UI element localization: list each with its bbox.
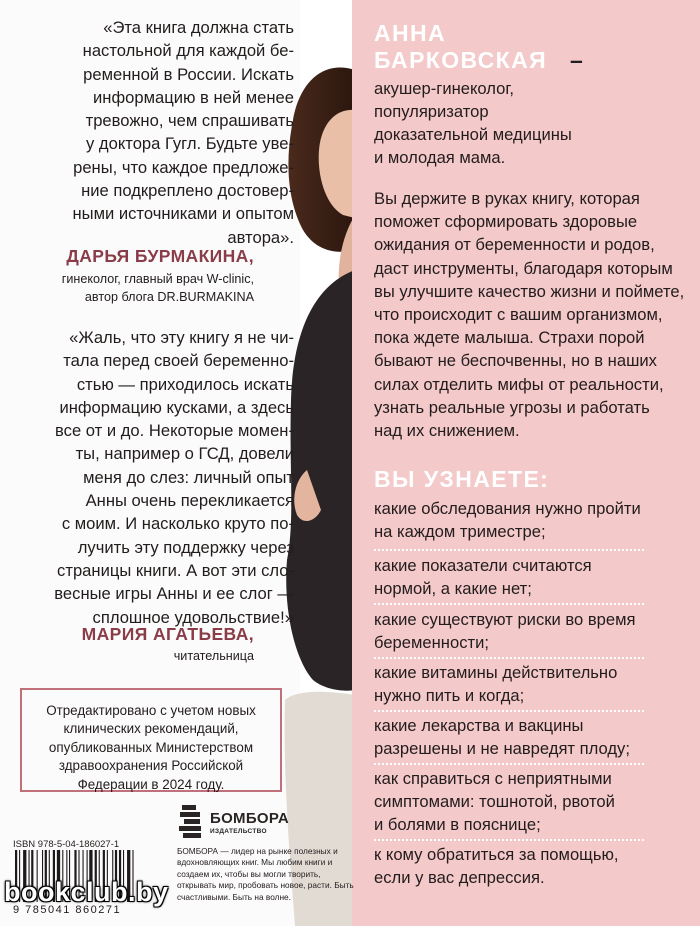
description-line: над их снижением. xyxy=(374,421,520,441)
learn-item-line: нормой, а какие нет; xyxy=(374,579,532,599)
learn-item-line: симптомами: тошнотой, рвотой xyxy=(374,792,615,812)
dotted-separator xyxy=(374,839,644,841)
author-first-name: АННА xyxy=(374,20,447,46)
description-line: поможет сформировать здоровые xyxy=(374,212,638,232)
quote-second-author: МАРИЯ АГАТЬЕВА, xyxy=(81,624,254,644)
quote-second-author-role xyxy=(174,647,254,665)
publisher-logo-icon xyxy=(178,803,208,839)
learn-item-line: на каждом триместре; xyxy=(374,522,546,542)
quote-line: информацию в ней менее xyxy=(93,87,294,107)
quote-first-author: ДАРЬЯ БУРМАКИНА, xyxy=(66,246,254,266)
description-line: ожидания от беременности и родов, xyxy=(374,235,655,255)
quote-line: «Жаль, что эту книгу я не чи- xyxy=(69,328,294,347)
quote-line: тала перед своей беременно- xyxy=(63,351,294,371)
publisher-name: БОМБОРА xyxy=(210,810,290,827)
learn-item xyxy=(374,714,630,760)
learn-item-line: какие существуют риски во время xyxy=(374,610,636,629)
quote-line: «Эта книга должна стать xyxy=(103,18,294,37)
learn-item xyxy=(374,843,619,889)
dotted-separator xyxy=(374,763,644,765)
role-line: читательница xyxy=(173,649,254,663)
dotted-separator xyxy=(374,710,644,712)
quote-line: страницы книги. А вот эти сло- xyxy=(57,560,294,580)
quote-line: рены, что каждое предложе- xyxy=(73,157,294,177)
learn-item xyxy=(374,497,641,543)
quote-line: настольной для каждой бе- xyxy=(82,41,294,61)
learn-item-line: какие показатели считаются xyxy=(374,556,592,575)
learn-item-line: какие лекарства и вакцины xyxy=(374,716,584,735)
author-role-line: и молодая мама. xyxy=(374,148,506,167)
quote-line: ние подкреплено достовер- xyxy=(81,181,294,201)
note-line: здравоохранения Российской xyxy=(58,758,244,774)
quote-line: весные игры Анны и ее слог — xyxy=(54,584,294,604)
author-role-line: доказательной медицины xyxy=(374,125,572,144)
barcode-digits: 9 785041 860271 xyxy=(13,904,122,916)
quote-first xyxy=(22,16,294,249)
learn-item-line: как справиться с неприятными xyxy=(374,769,612,788)
quote-line: тревожно, чем спрашивать xyxy=(85,111,294,131)
dotted-separator xyxy=(374,603,644,605)
quote-line: автора». xyxy=(227,227,294,247)
author-last-name: БАРКОВСКАЯ xyxy=(374,47,548,73)
watermark-text: bookclub.by xyxy=(4,877,169,907)
author-dash: – xyxy=(570,47,583,73)
learn-item-line: какие витамины действительно xyxy=(374,663,618,682)
quote-line: информацию кусками, а здесь xyxy=(59,397,294,417)
learn-item-line: и болями в пояснице; xyxy=(374,815,541,835)
author-role xyxy=(374,77,572,169)
quote-line: у доктора Гугл. Будьте уве- xyxy=(86,134,294,154)
quote-line: все от и до. Некоторые момен- xyxy=(55,421,294,441)
book-description xyxy=(374,187,694,442)
learn-item-line: если у вас депрессия. xyxy=(374,868,545,888)
description-line: пока ждете малыша. Страхи порой xyxy=(374,328,645,348)
publisher-description: БОМБОРА — лидер на рынке полезных и вдохновляющих книг. Мы любим книги и создаем их, чтобы вы могли творить, открывать мир, пробовать новое, расти. Быть счастливыми. Быть на волне. xyxy=(177,846,354,902)
learn-item-line: нужно пить и когда; xyxy=(374,686,525,706)
note-line: Федерации в 2024 году. xyxy=(77,776,225,792)
role-line: гинеколог, главный врач W-clinic, xyxy=(61,272,254,286)
note-line: клинических рекомендаций, xyxy=(63,721,239,737)
learn-item xyxy=(374,767,615,837)
description-line: даст инструменты, благодаря которым xyxy=(374,258,673,278)
description-line: что происходит с вашим организмом, xyxy=(374,305,663,325)
learn-item-line: разрешены и не навредят плоду; xyxy=(374,739,630,759)
quote-line: ты, например о ГСД, довели xyxy=(75,444,294,464)
quote-line: меня до слез: личный опыт xyxy=(83,467,294,487)
quote-line: лучить эту поддержку через xyxy=(77,537,294,557)
description-line: силах отделить мифы от реальности, xyxy=(374,374,664,394)
description-line: бывают не беспочвенны, но в наших xyxy=(374,351,657,371)
quote-line: с моим. И насколько круто по- xyxy=(61,514,294,534)
dotted-separator xyxy=(374,657,644,659)
learn-item-line: какие обследования нужно пройти xyxy=(374,499,641,518)
author-role-line: популяризатор xyxy=(374,102,489,121)
description-line: узнать реальные угрозы и работать xyxy=(374,397,650,417)
isbn-text: ISBN 978-5-04-186027-1 xyxy=(13,839,120,850)
learn-item-line: к кому обратиться за помощью, xyxy=(374,845,619,864)
quote-line: Анны очень перекликается xyxy=(85,491,294,511)
quote-line: сплошное удовольствие!» xyxy=(92,607,294,627)
learn-item xyxy=(374,661,617,707)
edition-note-box xyxy=(20,688,282,792)
role-line: автор блога DR.BURMAKINA xyxy=(84,290,254,304)
quote-line: стью — приходилось искать xyxy=(76,374,294,394)
note-line: опубликованных Министерством xyxy=(48,739,254,755)
description-line: Вы держите в руках книгу, которая xyxy=(374,189,640,208)
learn-item-line: беременности; xyxy=(374,633,489,653)
learn-item xyxy=(374,608,636,654)
description-line: вы улучшите качество жизни и поймете, xyxy=(374,281,685,301)
quote-line: ными источниками и опытом xyxy=(72,204,294,224)
dotted-separator xyxy=(374,549,644,551)
quote-second xyxy=(22,326,294,629)
learn-item xyxy=(374,554,592,600)
quote-first-author-role xyxy=(62,270,254,306)
publisher-subtitle: ИЗДАТЕЛЬСТВО xyxy=(210,828,267,835)
quote-line: ременной в России. Искать xyxy=(83,64,294,84)
learn-section-title: ВЫ УЗНАЕТЕ: xyxy=(374,466,550,492)
note-line: Отредактировано с учетом новых xyxy=(46,703,256,718)
author-role-line: акушер-гинеколог, xyxy=(374,79,515,98)
